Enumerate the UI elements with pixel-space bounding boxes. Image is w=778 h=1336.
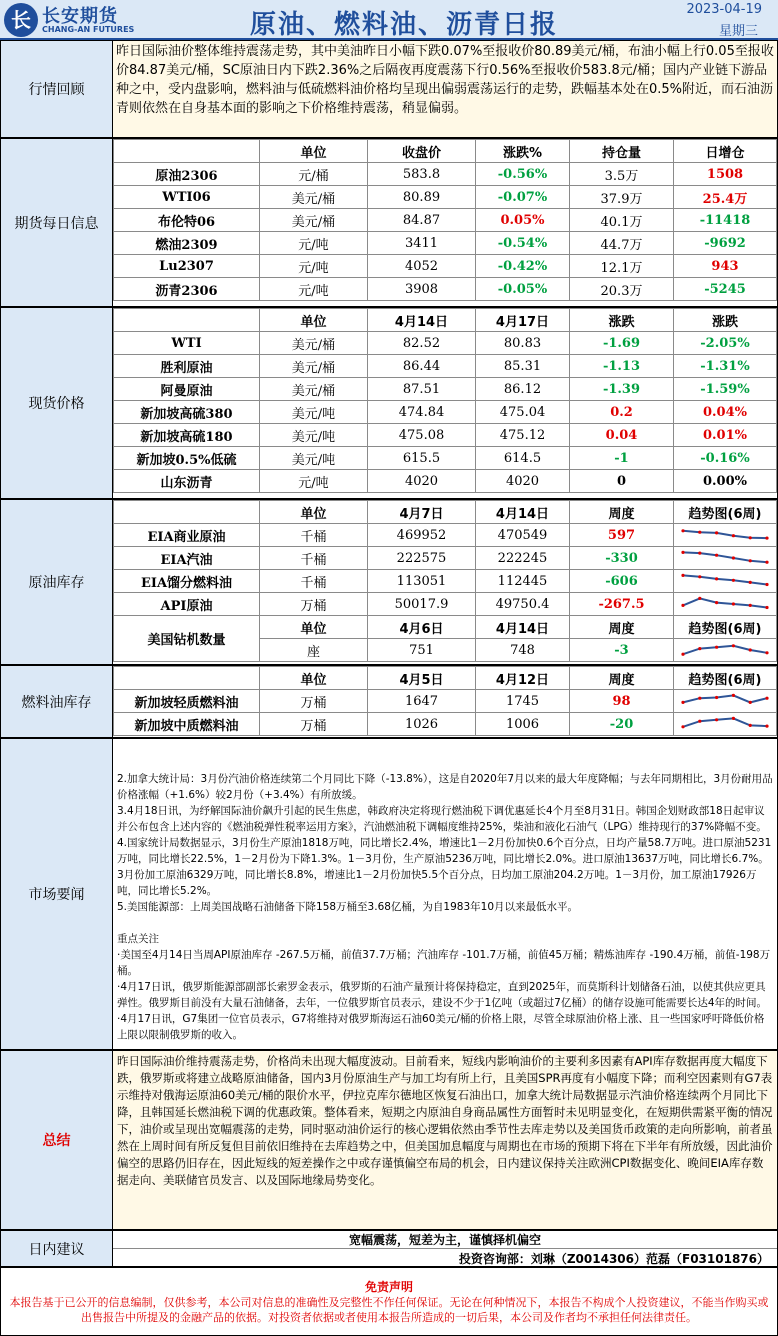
trend-point xyxy=(681,653,684,656)
unit: 美元/吨 xyxy=(260,401,368,424)
futures-header-cell xyxy=(114,140,260,163)
disclaimer-title: 免责声明 xyxy=(364,1280,413,1294)
weekly-change: -20 xyxy=(570,713,674,736)
trend-line xyxy=(683,552,767,562)
company-name-cn: 长安期货 xyxy=(42,6,118,27)
price-curr: 85.31 xyxy=(476,355,570,378)
unit: 美元/桶 xyxy=(260,355,368,378)
price-curr: 475.04 xyxy=(476,401,570,424)
value-prev: 469952 xyxy=(368,524,476,547)
trend-point xyxy=(681,725,684,728)
futures-label: 期货每日信息 xyxy=(1,139,113,306)
unit: 元/吨 xyxy=(260,470,368,493)
inventory-name: EIA商业原油 xyxy=(114,524,260,547)
spot-name: WTI xyxy=(114,332,260,355)
trend-point xyxy=(698,575,701,578)
spot-header-row xyxy=(114,309,777,332)
report-date: 2023-04-19 xyxy=(686,2,762,17)
summary-section xyxy=(0,1050,778,1230)
inventory-header-cell: 4月7日 xyxy=(368,501,476,524)
change: 0.04 xyxy=(570,424,674,447)
change-pct: -2.05% xyxy=(674,332,777,355)
trend-cell xyxy=(674,524,777,547)
trend-line xyxy=(683,531,767,538)
contract-name: 燃油2309 xyxy=(114,232,260,255)
price-curr: 475.12 xyxy=(476,424,570,447)
trend-point xyxy=(732,534,735,537)
inventory-name: 新加坡中质燃料油 xyxy=(114,713,260,736)
futures-header-cell: 单位 xyxy=(260,140,368,163)
futures-row xyxy=(114,232,777,255)
trend-point xyxy=(732,602,735,605)
unit: 美元/吨 xyxy=(260,447,368,470)
change: -1.39 xyxy=(570,378,674,401)
price-curr: 80.83 xyxy=(476,332,570,355)
fuel-header-cell xyxy=(114,667,260,690)
rig-trend-cell xyxy=(674,639,777,662)
trend-point xyxy=(715,718,718,721)
disclaimer-text: 本报告基于已公开的信息编制，仅供参考，本公司对信息的准确性及完整性不作任何保证。无论在何种情况下，本报告不构成个人投资建议，不能当作购买或出售报告中所提及的金融产品的依据。对投资者依据或者使用本报告所造成的一切后果，本公司及作者均不承担任何法律责任。 xyxy=(9,1296,769,1324)
weekly-change: 597 xyxy=(570,524,674,547)
spot-row xyxy=(114,401,777,424)
spot-header-cell: 涨跌 xyxy=(570,309,674,332)
unit: 万桶 xyxy=(260,593,368,616)
fuel-inventory-section xyxy=(0,665,778,738)
futures-row xyxy=(114,278,777,301)
focus-title: 重点关注 xyxy=(117,933,159,945)
unit: 美元/桶 xyxy=(260,186,368,209)
price-curr: 86.12 xyxy=(476,378,570,401)
trend-point xyxy=(765,651,768,654)
unit: 美元/桶 xyxy=(260,209,368,232)
value-curr: 1006 xyxy=(476,713,570,736)
unit: 千桶 xyxy=(260,547,368,570)
value-prev: 222575 xyxy=(368,547,476,570)
unit: 元/吨 xyxy=(260,232,368,255)
fuel-header-cell: 4月12日 xyxy=(476,667,570,690)
fuel-inventory-label: 燃料油库存 xyxy=(1,666,113,737)
unit: 元/吨 xyxy=(260,255,368,278)
crude-inventory-table xyxy=(113,500,777,662)
rig-header-cell: 单位 xyxy=(260,616,368,639)
rig-unit: 座 xyxy=(260,639,368,662)
price-prev: 4020 xyxy=(368,470,476,493)
inventory-row xyxy=(114,690,777,713)
open-interest: 40.1万 xyxy=(570,209,674,232)
weekly-change: -330 xyxy=(570,547,674,570)
change: -1.13 xyxy=(570,355,674,378)
rig-trend-sparkline xyxy=(679,640,771,660)
page-title: 原油、燃料油、沥青日报 xyxy=(250,10,559,40)
trend-line xyxy=(683,575,767,584)
spot-header-cell: 涨跌 xyxy=(674,309,777,332)
news-item: 4.国家统计局数据显示，3月份生产原油1818万吨，同比增长2.4%，增速比1－2月份加快0.6个百分点，日均产量58.7万吨。进口原油5231万吨，同比增长22.5%，1－2月份为下降1.3%。1－3月份，生产原油5236万吨，同比增长2.0%。进口原油13637万吨，同比增长6.7%。3月份加工原油6329万吨，同比增长8.8%，增速比1－2月份加快5.5个百分点，日均加工原油204.2万吨。1－3月份，加工原油17926万吨，同比增长5.2%。 xyxy=(117,837,772,897)
trend-line xyxy=(683,695,767,702)
change-pct: 0.00% xyxy=(674,470,777,493)
unit: 万桶 xyxy=(260,713,368,736)
price-prev: 615.5 xyxy=(368,447,476,470)
price-curr: 614.5 xyxy=(476,447,570,470)
futures-section xyxy=(0,138,778,307)
change: -1.69 xyxy=(570,332,674,355)
focus-item: ·4月17日讯，G7集团一位官员表示，G7将维持对俄罗斯海运石油60美元/桶的价格上限，尽管全球原油价格上涨、且一些国家呼吁降低价格上限以限制俄罗斯的收入。 xyxy=(117,1013,765,1041)
rig-header-cell: 4月14日 xyxy=(476,616,570,639)
change-pct: -0.42% xyxy=(476,255,570,278)
summary-label: 总结 xyxy=(1,1051,113,1229)
crude-inventory-section xyxy=(0,499,778,665)
price-prev: 87.51 xyxy=(368,378,476,401)
rig-change: -3 xyxy=(570,639,674,662)
open-interest: 20.3万 xyxy=(570,278,674,301)
report-weekday: 星期三 xyxy=(718,24,758,39)
close-price: 4052 xyxy=(368,255,476,278)
spot-header-cell xyxy=(114,309,260,332)
inventory-name: API原油 xyxy=(114,593,260,616)
change-pct: -0.05% xyxy=(476,278,570,301)
value-curr: 49750.4 xyxy=(476,593,570,616)
news-item: 2.加拿大统计局：3月份汽油价格连续第二个月同比下降（-13.8%），这是自2020年7月以来的最大年度降幅；与去年同期相比，3月份耐用品价格涨幅（+1.6%）较2月份（+3.4%）有所放缓。 xyxy=(117,773,773,801)
futures-table xyxy=(113,139,777,301)
futures-header-cell: 持仓量 xyxy=(570,140,674,163)
rig-header-cell: 趋势图(6周) xyxy=(674,616,777,639)
trend-point xyxy=(749,724,752,727)
daily-oi-change: 943 xyxy=(674,255,777,278)
trend-point xyxy=(698,697,701,700)
spot-header-cell: 单位 xyxy=(260,309,368,332)
contract-name: Lu2307 xyxy=(114,255,260,278)
spot-name: 新加坡高硫380 xyxy=(114,401,260,424)
spot-name: 新加坡0.5%低硫 xyxy=(114,447,260,470)
rig-header-row xyxy=(114,616,777,639)
trend-sparkline xyxy=(679,525,771,545)
trend-point xyxy=(765,536,768,539)
close-price: 3411 xyxy=(368,232,476,255)
close-price: 84.87 xyxy=(368,209,476,232)
spot-section xyxy=(0,307,778,499)
close-price: 80.89 xyxy=(368,186,476,209)
inventory-name: EIA汽油 xyxy=(114,547,260,570)
change-pct: -0.54% xyxy=(476,232,570,255)
inventory-header-cell: 趋势图(6周) xyxy=(674,501,777,524)
trend-point xyxy=(749,604,752,607)
daily-oi-change: 1508 xyxy=(674,163,777,186)
trend-line xyxy=(683,598,767,607)
spot-name: 胜利原油 xyxy=(114,355,260,378)
trend-point xyxy=(749,648,752,651)
trend-point xyxy=(715,696,718,699)
value-prev: 1647 xyxy=(368,690,476,713)
fuel-header-row xyxy=(114,667,777,690)
rig-header-cell: 周度 xyxy=(570,616,674,639)
trend-point xyxy=(715,531,718,534)
trend-point xyxy=(715,646,718,649)
company-logo xyxy=(4,3,38,37)
futures-row xyxy=(114,209,777,232)
trend-point xyxy=(732,644,735,647)
open-interest: 37.9万 xyxy=(570,186,674,209)
price-prev: 82.52 xyxy=(368,332,476,355)
unit: 元/桶 xyxy=(260,163,368,186)
trend-point xyxy=(732,579,735,582)
inventory-header-cell xyxy=(114,501,260,524)
spot-row xyxy=(114,355,777,378)
weekly-change: 98 xyxy=(570,690,674,713)
inventory-header-cell: 4月14日 xyxy=(476,501,570,524)
value-curr: 1745 xyxy=(476,690,570,713)
trend-line xyxy=(683,646,767,654)
rig-value-b: 748 xyxy=(476,639,570,662)
market-news-label: 市场要闻 xyxy=(1,739,113,1049)
trend-point xyxy=(749,559,752,562)
unit: 美元/吨 xyxy=(260,424,368,447)
rig-count-title: 美国钻机数量 xyxy=(114,616,260,662)
spot-table xyxy=(113,308,777,493)
fuel-header-cell: 周度 xyxy=(570,667,674,690)
spot-name: 新加坡高硫180 xyxy=(114,424,260,447)
overview-label: 行情回顾 xyxy=(1,41,113,137)
futures-header-cell: 日增仓 xyxy=(674,140,777,163)
trend-point xyxy=(749,701,752,704)
value-curr: 112445 xyxy=(476,570,570,593)
change: 0 xyxy=(570,470,674,493)
trend-cell xyxy=(674,593,777,616)
inventory-row xyxy=(114,524,777,547)
trend-point xyxy=(749,536,752,539)
focus-item: ·美国至4月14日当周API原油库存 -267.5万桶，前值37.7万桶；汽油库存 -101.7万桶，前值45万桶；精炼油库存 -190.4万桶，前值-198万桶。 xyxy=(117,949,771,977)
trend-point xyxy=(765,561,768,564)
weekly-change: -606 xyxy=(570,570,674,593)
futures-header-cell: 收盘价 xyxy=(368,140,476,163)
price-prev: 475.08 xyxy=(368,424,476,447)
fuel-header-cell: 单位 xyxy=(260,667,368,690)
price-prev: 474.84 xyxy=(368,401,476,424)
trend-point xyxy=(732,694,735,697)
trend-point xyxy=(681,551,684,554)
daily-oi-change: 25.4万 xyxy=(674,186,777,209)
weekly-change: -267.5 xyxy=(570,593,674,616)
inventory-name: 新加坡轻质燃料油 xyxy=(114,690,260,713)
trend-point xyxy=(765,583,768,586)
unit: 万桶 xyxy=(260,690,368,713)
trend-point xyxy=(715,601,718,604)
change-pct: -1.59% xyxy=(674,378,777,401)
trend-line xyxy=(683,718,767,726)
spot-name: 阿曼原油 xyxy=(114,378,260,401)
value-curr: 222245 xyxy=(476,547,570,570)
futures-header-cell: 涨跌% xyxy=(476,140,570,163)
news-item: 3.4月18日讯，为纾解国际油价飙升引起的民生焦虑，韩政府决定将现行燃油税下调优惠延长4个月至8月31日。韩国企划财政部18日起审议并公布包含上述内容的《燃油税弹性税率运用方案》，汽油燃油税下调幅度维持25%，柴油和液化石油气（LPG）维持现行的37%降幅不变。 xyxy=(117,805,767,833)
fuel-header-cell: 趋势图(6周) xyxy=(674,667,777,690)
unit: 美元/桶 xyxy=(260,378,368,401)
inventory-row xyxy=(114,547,777,570)
close-price: 3908 xyxy=(368,278,476,301)
trend-point xyxy=(765,725,768,728)
value-prev: 1026 xyxy=(368,713,476,736)
trend-sparkline xyxy=(679,594,771,614)
value-prev: 113051 xyxy=(368,570,476,593)
daily-oi-change: -9692 xyxy=(674,232,777,255)
futures-row xyxy=(114,186,777,209)
value-prev: 50017.9 xyxy=(368,593,476,616)
change-pct: -1.31% xyxy=(674,355,777,378)
rig-value-a: 751 xyxy=(368,639,476,662)
trend-point xyxy=(698,531,701,534)
inventory-row xyxy=(114,593,777,616)
inventory-name: EIA馏分燃料油 xyxy=(114,570,260,593)
spot-row xyxy=(114,447,777,470)
summary-text: 昨日国际油价维持震荡走势，价格尚未出现大幅度波动。目前看来，短线内影响油价的主要利多因素有API库存数据再度大幅度下跌，俄罗斯或将建立战略原油储备，国内3月份原油生产与加工均有所上行，且美国SPR再度有小幅度下降；而利空因素则有G7表示维持对俄海运原油60美元/桶的限价水平，伊拉克库尔德地区恢复石油出口，加拿大统计局数据显示汽油价格连续两个月同比下降，且韩国延长燃油税下调的优惠政策。整体看来，短期之内原油自身商品属性方面暂时未见明显变化，在短期供需紧平衡的情况下，油价或呈现出宽幅震荡的走势，同时驱动油价运行的核心逻辑依然由季节性去库走势以及美国货币政策的走向所影响，前者虽然在上周时间有所反复但目前依旧维持在去库趋势之中，但美国加息幅度与周期也在市场的预期下将在下半年有所放缓，因此油价偏空的思路仍旧存在，因此短线的短差操作之中或存谨慎偏空布局的机会，日内建议保持关注欧洲CPI数据变化、晚间EIA库存数据走向、美联储官员发言、以及国际地缘局势变化。 xyxy=(113,1051,777,1229)
trend-sparkline xyxy=(679,571,771,591)
spot-row xyxy=(114,378,777,401)
contract-name: WTI06 xyxy=(114,186,260,209)
spot-header-cell: 4月17日 xyxy=(476,309,570,332)
crude-inventory-label: 原油库存 xyxy=(1,500,113,664)
advice-text: 宽幅震荡，短差为主，谨慎择机偏空 xyxy=(113,1231,777,1249)
unit: 千桶 xyxy=(260,570,368,593)
company-name-en: CHANG-AN FUTURES xyxy=(42,25,135,34)
advice-analysts: 投资咨询部：刘琳（Z0014306）范磊（F03101876） xyxy=(458,1252,769,1266)
open-interest: 12.1万 xyxy=(570,255,674,278)
trend-point xyxy=(715,554,718,557)
spot-row xyxy=(114,332,777,355)
trend-cell xyxy=(674,570,777,593)
price-curr: 4020 xyxy=(476,470,570,493)
spot-header-cell: 4月14日 xyxy=(368,309,476,332)
intraday-advice-section xyxy=(0,1230,778,1267)
overview-text: 昨日国际油价整体维持震荡走势，其中美油昨日小幅下跌0.07%至报收价80.89美元/桶，布油小幅上行0.05至报收价84.87美元/桶，SC原油日内下跌2.36%之后隔夜再度震荡下行0.56%至报收价583.8元/桶；国内产业链下游品种之中，受内盘影响，燃料油与低硫燃料油价格均呈现出偏弱震荡运行的走势，跌幅基本处在0.5%附近，而石油沥青则依然在自身基本面的影响之下价格维持震荡，稍显偏弱。 xyxy=(113,41,777,137)
change-pct: 0.05% xyxy=(476,209,570,232)
contract-name: 原油2306 xyxy=(114,163,260,186)
trend-sparkline xyxy=(679,714,771,734)
change-pct: 0.04% xyxy=(674,401,777,424)
trend-point xyxy=(698,720,701,723)
trend-point xyxy=(732,717,735,720)
trend-cell xyxy=(674,713,777,736)
news-item: 5.美国能源部：上周美国战略石油储备下降158万桶至3.68亿桶，为自1983年10月以来最低水平。 xyxy=(117,901,579,913)
trend-sparkline xyxy=(679,691,771,711)
trend-cell xyxy=(674,690,777,713)
disclaimer-section xyxy=(0,1267,778,1336)
report-header xyxy=(0,0,778,40)
change-pct: -0.07% xyxy=(476,186,570,209)
unit: 千桶 xyxy=(260,524,368,547)
trend-point xyxy=(681,574,684,577)
contract-name: 布伦特06 xyxy=(114,209,260,232)
inventory-row xyxy=(114,570,777,593)
change-pct: -0.56% xyxy=(476,163,570,186)
open-interest: 3.5万 xyxy=(570,163,674,186)
daily-oi-change: -5245 xyxy=(674,278,777,301)
spot-label: 现货价格 xyxy=(1,308,113,498)
futures-row xyxy=(114,163,777,186)
trend-point xyxy=(681,604,684,607)
trend-point xyxy=(765,606,768,609)
trend-point xyxy=(698,647,701,650)
trend-point xyxy=(765,697,768,700)
advice-label: 日内建议 xyxy=(1,1231,113,1266)
inventory-header-row xyxy=(114,501,777,524)
open-interest: 44.7万 xyxy=(570,232,674,255)
overview-section xyxy=(0,40,778,138)
logo-char: 长 xyxy=(11,8,31,32)
inventory-header-cell: 单位 xyxy=(260,501,368,524)
unit: 美元/桶 xyxy=(260,332,368,355)
trend-point xyxy=(732,556,735,559)
market-news-body xyxy=(113,739,777,1049)
daily-oi-change: -11418 xyxy=(674,209,777,232)
trend-cell xyxy=(674,547,777,570)
futures-header-row xyxy=(114,140,777,163)
trend-point xyxy=(749,581,752,584)
trend-point xyxy=(715,577,718,580)
market-news-section xyxy=(0,738,778,1050)
value-curr: 470549 xyxy=(476,524,570,547)
change: 0.2 xyxy=(570,401,674,424)
close-price: 583.8 xyxy=(368,163,476,186)
trend-point xyxy=(698,552,701,555)
spot-row xyxy=(114,424,777,447)
spot-name: 山东沥青 xyxy=(114,470,260,493)
inventory-header-cell: 周度 xyxy=(570,501,674,524)
change-pct: -0.16% xyxy=(674,447,777,470)
spot-row xyxy=(114,470,777,493)
change-pct: 0.01% xyxy=(674,424,777,447)
rig-header-cell: 4月6日 xyxy=(368,616,476,639)
trend-point xyxy=(698,597,701,600)
unit: 元/吨 xyxy=(260,278,368,301)
change: -1 xyxy=(570,447,674,470)
trend-point xyxy=(681,529,684,532)
fuel-inventory-table xyxy=(113,666,777,736)
trend-point xyxy=(681,701,684,704)
contract-name: 沥青2306 xyxy=(114,278,260,301)
price-prev: 86.44 xyxy=(368,355,476,378)
trend-sparkline xyxy=(679,548,771,568)
inventory-row xyxy=(114,713,777,736)
focus-item: ·4月17日讯，俄罗斯能源部副部长索罗金表示，俄罗斯的石油产量预计将保持稳定，直到2025年，而莫斯科计划储备石油，以使其供应更具弹性。俄罗斯目前没有大量石油储备，去年，一位俄罗斯官员表示，建设不少于1亿吨（或超过7亿桶）的储存设施可能需要长达4年的时间。 xyxy=(117,981,768,1009)
futures-row xyxy=(114,255,777,278)
fuel-header-cell: 4月5日 xyxy=(368,667,476,690)
